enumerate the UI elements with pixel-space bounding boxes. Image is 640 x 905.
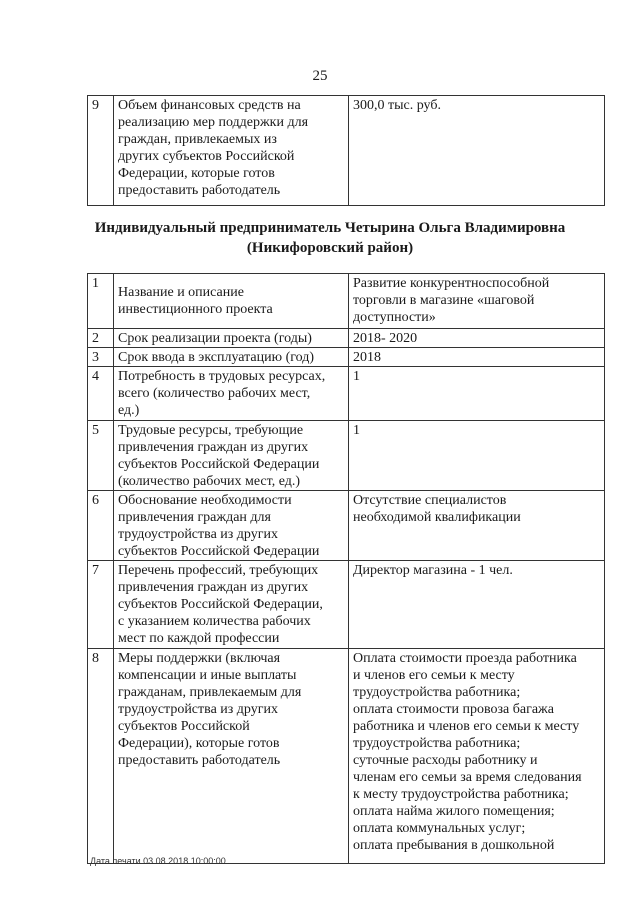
table-row — [88, 421, 605, 491]
table-row — [88, 348, 605, 367]
row-number: 8 — [88, 649, 114, 864]
table-row — [88, 649, 605, 864]
row-number: 2 — [88, 329, 114, 348]
row-label: Название и описание инвестиционного проекта — [114, 274, 349, 329]
row-value: Директор магазина - 1 чел. — [349, 561, 605, 649]
table-row — [88, 367, 605, 421]
table-row — [88, 561, 605, 649]
table-row — [88, 491, 605, 561]
continued-table — [87, 95, 605, 206]
row-number: 7 — [88, 561, 114, 649]
row-number: 1 — [88, 274, 114, 329]
row-value: 1 — [349, 421, 605, 491]
row-value: 2018- 2020 — [349, 329, 605, 348]
row-number: 6 — [88, 491, 114, 561]
row-label: Перечень профессий, требующих привлечения граждан из других субъектов Российской Федерации, с указанием количества рабочих мест по каждой профессии — [114, 561, 349, 649]
print-date: Дата печати 03.08.2018 10:00:00 — [90, 856, 226, 866]
page-number: 25 — [312, 68, 328, 84]
row-label: Потребность в трудовых ресурсах, всего (количество рабочих мест, ед.) — [114, 367, 349, 421]
section-heading: Индивидуальный предприниматель Четырина Ольга Владимировна (Никифоровский район) — [94, 220, 566, 256]
row-number: 5 — [88, 421, 114, 491]
row-label: Обоснование необходимости привлечения граждан для трудоустройства из других субъектов Российской Федерации — [114, 491, 349, 561]
row-value: Развитие конкурентноспособной торговли в магазине «шаговой доступности» — [349, 274, 605, 329]
row-label: Меры поддержки (включая компенсации и иные выплаты гражданам, привлекаемым для трудоустройства из других субъектов Российской Федерации), которые готов предоставить работодатель — [114, 649, 349, 864]
row-number: 9 — [88, 96, 114, 206]
row-value: Оплата стоимости проезда работника и членов его семьи к месту трудоустройства работника; оплата стоимости провоза багажа работника и членов его семьи к месту трудоустройства работника; суточные расходы работнику и членам его семьи за время следования к месту трудоустройства работника; оплата найма жилого помещения; оплата коммунальных услуг; оплата пребывания в дошкольной — [349, 649, 605, 864]
table-row — [88, 96, 605, 206]
row-label: Трудовые ресурсы, требующие привлечения граждан из других субъектов Российской Федерации (количество рабочих мест, ед.) — [114, 421, 349, 491]
row-value: 1 — [349, 367, 605, 421]
table-row — [88, 274, 605, 329]
row-value: Отсутствие специалистов необходимой квалификации — [349, 491, 605, 561]
row-value: 300,0 тыс. руб. — [349, 96, 605, 206]
row-value: 2018 — [349, 348, 605, 367]
row-number: 3 — [88, 348, 114, 367]
row-number: 4 — [88, 367, 114, 421]
table-row — [88, 329, 605, 348]
row-label: Срок ввода в эксплуатацию (год) — [114, 348, 349, 367]
row-label: Объем финансовых средств на реализацию мер поддержки для граждан, привлекаемых из других субъектов Российской Федерации, которые готов предоставить работодатель — [114, 96, 349, 206]
row-label: Срок реализации проекта (годы) — [114, 329, 349, 348]
project-table — [87, 273, 605, 864]
